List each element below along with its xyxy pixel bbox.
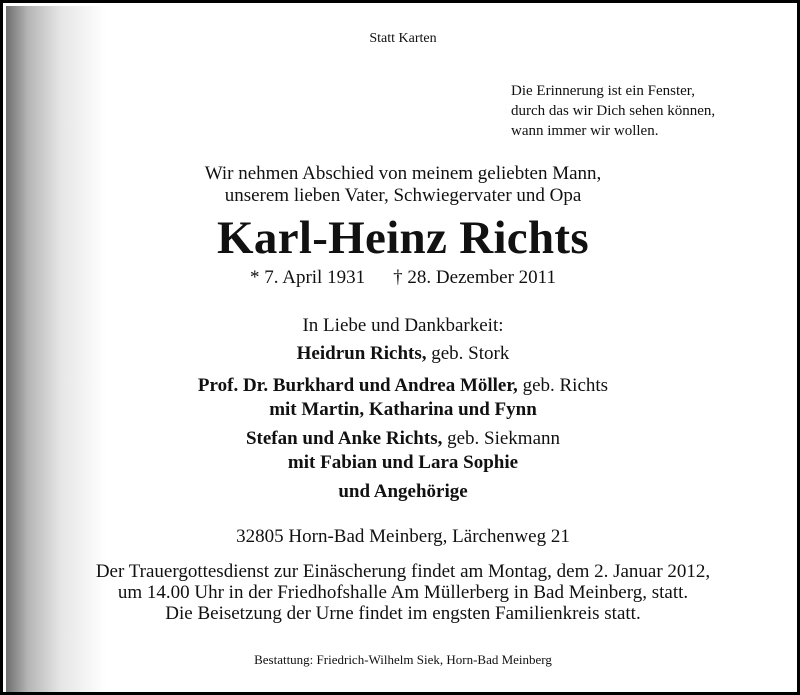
family-entry-daughter — [3, 374, 800, 422]
birth-date: * 7. April 1931 — [250, 267, 366, 288]
memorial-quote — [511, 81, 791, 141]
service-info — [3, 561, 800, 624]
intro-line: Wir nehmen Abschied von meinem geliebten Mann, — [204, 163, 602, 184]
service-line: Der Trauergottesdienst zur Einäscherung findet am Montag, dem 2. Januar 2012, — [95, 561, 711, 582]
death-date: † 28. Dezember 2011 — [393, 267, 556, 288]
header-text: Statt Karten — [369, 31, 437, 46]
quote-line: Die Erinnerung ist ein Fenster, — [511, 83, 695, 99]
family-children: mit Martin, Katharina und Fynn — [269, 399, 537, 420]
family-birthname: geb. Siekmann — [442, 428, 561, 449]
life-dates — [3, 266, 800, 290]
quote-line: durch das wir Dich sehen können, — [511, 103, 716, 119]
undertaker-line: Bestattung: Friedrich-Wilhelm Siek, Horn-Bad Meinberg — [254, 652, 552, 667]
quote-line: wann immer wir wollen. — [511, 123, 659, 139]
address-line: 32805 Horn-Bad Meinberg, Lärchenweg 21 — [236, 526, 570, 547]
deceased-name: Karl-Heinz Richts — [217, 212, 589, 264]
family-children: mit Fabian und Lara Sophie — [287, 452, 519, 473]
family-name: Heidrun Richts, — [296, 343, 427, 364]
intro-text — [3, 163, 800, 207]
family-birthname: geb. Richts — [517, 375, 609, 396]
family-entry-widow — [3, 342, 800, 366]
thanks-line: In Liebe und Dankbarkeit: — [302, 315, 504, 336]
family-entry-son — [3, 427, 800, 475]
relatives-text: und Angehörige — [338, 481, 468, 502]
intro-line: unserem lieben Vater, Schwiegervater und Opa — [224, 185, 582, 206]
family-name: Prof. Dr. Burkhard und Andrea Möller, — [197, 375, 518, 396]
service-line: um 14.00 Uhr in der Friedhofshalle Am Müllerberg in Bad Meinberg, statt. — [117, 582, 689, 603]
family-relatives — [3, 480, 800, 504]
family-birthname: geb. Stork — [426, 343, 510, 364]
service-line: Die Beisetzung der Urne findet im engsten Familienkreis statt. — [165, 603, 641, 624]
family-name: Stefan und Anke Richts, — [245, 428, 443, 449]
